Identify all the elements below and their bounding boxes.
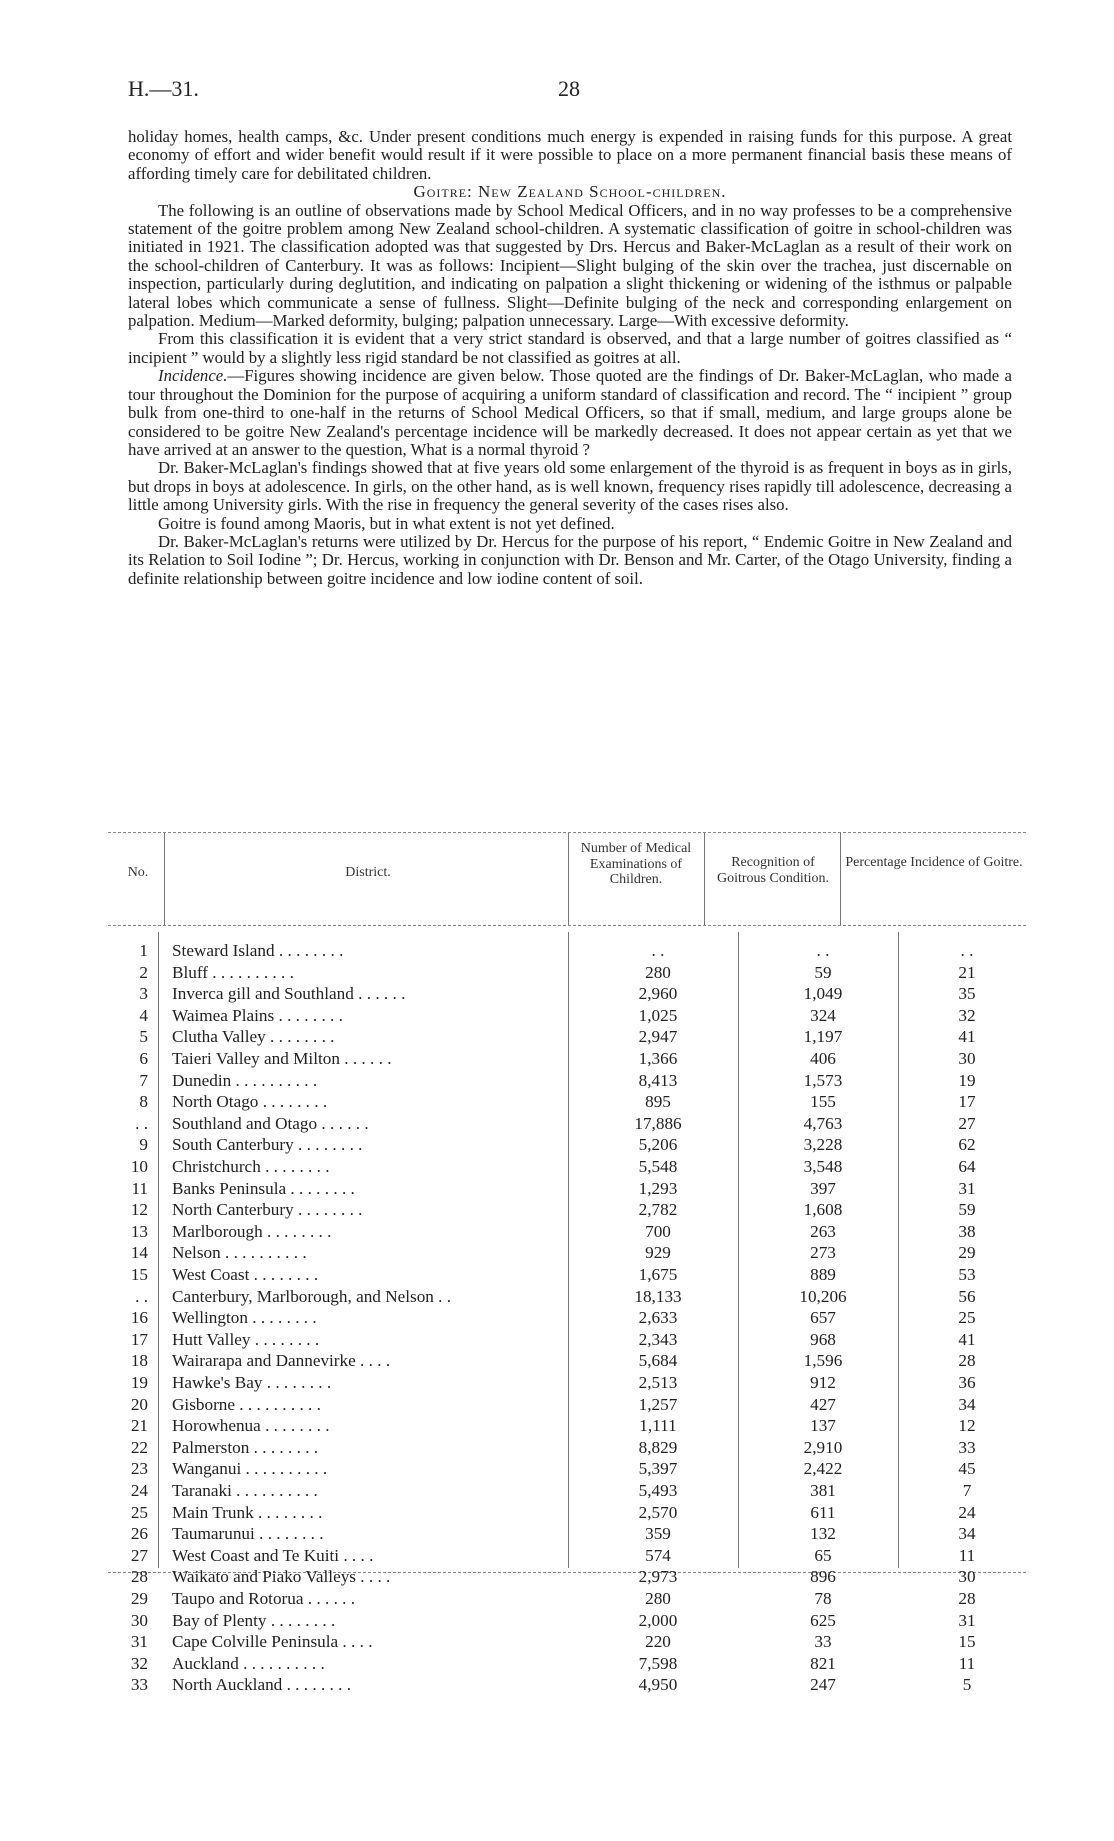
exams-cell: 1,257 [638,1394,678,1414]
percentage-cell: 36 [958,1373,976,1392]
recognition-cell: 263 [810,1221,836,1241]
percentage-cell: 28 [958,1589,976,1608]
exams-cell: 2,947 [638,1027,678,1047]
district-cell: Taumarunui . . . . . . . . [172,1524,324,1544]
row-number: 16 [130,1308,148,1328]
recognition-cell: 59 [814,962,832,982]
exams-cell: 2,782 [638,1200,678,1220]
row-number: 28 [130,1567,148,1587]
table-row [108,1156,1026,1177]
district-cell: Christchurch . . . . . . . . [172,1157,330,1176]
row-number: 33 [130,1675,148,1695]
table-row [108,1437,1026,1458]
table-row [108,1653,1026,1674]
district-cell: Waikato and Piako Valleys . . . . [172,1567,391,1587]
row-number: 9 [139,1135,148,1155]
row-number: 25 [130,1502,148,1522]
district-cell: Palmerston . . . . . . . . [172,1437,319,1457]
row-number: 30 [130,1610,148,1630]
table-row [108,1545,1026,1566]
exams-cell: 1,025 [638,1005,678,1025]
row-number: 15 [130,1265,148,1284]
exams-cell: 2,570 [638,1502,678,1522]
table-row [108,1566,1026,1587]
percentage-cell: 38 [958,1221,976,1241]
district-cell: Canterbury, Marlborough, and Nelson . . [172,1286,452,1306]
paragraph-findings: Dr. Baker-McLaglan's findings showed that at five years old some enlargement of the thyroid is as frequent in boys as in girls, but drops in boys at adolescence. In girls, on the other hand, as is well known, frequency rises rapidly till adolescence, decreasing a little among University girls. With the rise in frequency the general severity of the cases rises also. [128,458,1012,515]
recognition-cell: 1,049 [803,984,843,1004]
table-row [108,1480,1026,1501]
percentage-cell: 34 [958,1394,976,1414]
percentage-cell: 7 [962,1481,972,1500]
row-number: 31 [130,1632,148,1652]
row-number: 27 [130,1545,148,1565]
district-cell: Steward Island . . . . . . . . [172,941,344,960]
percentage-cell: 25 [958,1308,976,1328]
exams-cell: 280 [645,962,671,982]
percentage-cell: 27 [958,1113,976,1133]
table-row [108,1264,1026,1285]
percentage-cell: . . [960,941,974,960]
row-number: 1 [139,941,148,960]
recognition-cell: 397 [810,1178,836,1198]
recognition-cell: 2,422 [803,1459,843,1479]
table-row [108,1199,1026,1220]
recognition-cell: 1,608 [803,1200,843,1220]
percentage-cell: 11 [958,1653,976,1673]
percentage-cell: 56 [958,1286,976,1306]
table-row [108,940,1026,961]
paragraph-standard: From this classification it is evident that a very strict standard is observed, and that a large number of goitres classified as “ incipient ” would by a slightly less rigid standard be not classified as goitres at all. [128,329,1012,367]
district-cell: Hutt Valley . . . . . . . . [172,1329,320,1349]
recognition-cell: 33 [814,1632,832,1652]
percentage-cell: 41 [958,1329,976,1349]
table-row [108,1329,1026,1350]
exams-cell: 8,413 [638,1070,678,1090]
table-row [108,1610,1026,1631]
exams-cell: 2,000 [638,1610,678,1630]
district-cell: Southland and Otago . . . . . . [172,1113,369,1133]
table-row [108,1048,1026,1069]
district-cell: Main Trunk . . . . . . . . [172,1502,323,1522]
recognition-cell: 821 [810,1653,836,1673]
recognition-cell: 4,763 [803,1113,843,1133]
percentage-cell: 31 [958,1178,976,1198]
row-number: 11 [131,1178,148,1198]
percentage-cell: 59 [958,1200,976,1220]
table-body [108,932,1026,1695]
header-exams: Number of Medical Examinations of Children. [580,841,692,887]
percentage-cell: 53 [958,1265,976,1284]
col-divider [164,833,165,925]
row-number: 18 [130,1351,148,1371]
exams-cell: 574 [645,1545,671,1565]
district-cell: Nelson . . . . . . . . . . [172,1243,307,1263]
recognition-cell: 247 [810,1675,836,1695]
recognition-cell: 155 [810,1092,836,1112]
percentage-cell: 35 [958,984,976,1004]
percentage-cell: 24 [958,1502,976,1522]
recognition-cell: 3,548 [803,1157,843,1176]
recognition-cell: 132 [810,1524,836,1544]
exams-cell: 2,343 [638,1329,678,1349]
header-percentage: Percentage Incidence of Goitre. [845,855,1023,870]
percentage-cell: 21 [958,962,976,982]
row-number: . . [135,1286,148,1306]
row-number: 19 [130,1373,148,1392]
row-number: 22 [130,1437,148,1457]
row-number: 5 [139,1027,148,1047]
row-number: 32 [130,1653,148,1673]
row-number: 24 [130,1481,148,1500]
recognition-cell: 1,596 [803,1351,843,1371]
percentage-cell: 64 [958,1157,976,1176]
recognition-cell: 1,197 [803,1027,843,1047]
incidence-text: —Figures showing incidence are given below. Those quoted are the findings of Dr. Baker-McLaglan, who made a tour throughout the Dominion for the purpose of acquiring a uniform standard of classification and record. The “ incipient ” group bulk from one-third to one-half in the returns of School Medical Officers, so that if small, medium, and large groups alone be considered to be goitre New Zealand's percentage incidence will be markedly decreased. It does not appear certain as yet that we have arrived at an answer to the question, What is a normal thyroid ? [128,366,1012,459]
row-number: 29 [130,1589,148,1608]
recognition-cell: 65 [814,1545,832,1565]
district-cell: Marlborough . . . . . . . . [172,1221,332,1241]
table-row [108,1523,1026,1544]
exams-cell: 5,684 [638,1351,678,1371]
percentage-cell: 33 [958,1437,976,1457]
percentage-cell: 62 [958,1135,976,1155]
exams-cell: 700 [645,1221,671,1241]
district-cell: South Canterbury . . . . . . . . [172,1135,363,1155]
paragraph-maoris: Goitre is found among Maoris, but in what extent is not yet defined. [158,513,615,533]
district-cell: Wellington . . . . . . . . [172,1308,317,1328]
page-number: 28 [558,76,580,101]
row-number: 3 [139,984,148,1004]
percentage-cell: 28 [958,1351,976,1371]
district-cell: Auckland . . . . . . . . . . [172,1653,325,1673]
body-text [128,128,1012,588]
district-cell: Inverca gill and Southland . . . . . . [172,984,406,1004]
header-recognition: Recognition of Goitrous Condition. [716,855,829,886]
row-number: 8 [139,1092,148,1112]
recognition-cell: 1,573 [803,1070,843,1090]
percentage-cell: 17 [958,1092,976,1112]
recognition-cell: 896 [810,1567,836,1587]
row-number: . . [135,1113,148,1133]
district-cell: Bay of Plenty . . . . . . . . [172,1610,336,1630]
row-number: 10 [130,1157,148,1176]
table-row [108,1242,1026,1263]
table-row [108,1091,1026,1112]
district-cell: Waimea Plains . . . . . . . . [172,1005,343,1025]
district-cell: Clutha Valley . . . . . . . . [172,1027,335,1047]
table-row [108,962,1026,983]
row-number: 2 [139,962,148,982]
exams-cell: 2,960 [638,984,678,1004]
recognition-cell: 427 [810,1394,836,1414]
paragraph-intro: holiday homes, health camps, &c. Under present conditions much energy is expended in raising funds for this purpose. A great economy of effort and wider benefit would result if it were possible to place on a more permanent financial basis these means of affording timely care for debilitated children. [128,127,1012,183]
table-row [108,983,1026,1004]
recognition-cell: 912 [810,1373,836,1392]
row-number: 4 [139,1005,148,1025]
table-row [108,1221,1026,1242]
district-cell: Gisborne . . . . . . . . . . [172,1394,321,1414]
district-cell: Wanganui . . . . . . . . . . [172,1459,328,1479]
district-cell: Banks Peninsula . . . . . . . . [172,1178,355,1198]
exams-cell: 1,366 [638,1049,678,1068]
recognition-cell: 273 [810,1243,836,1263]
paragraph-incidence [128,367,1012,459]
exams-cell: 5,397 [638,1459,678,1479]
percentage-cell: 29 [958,1243,976,1263]
recognition-cell: 78 [814,1589,832,1608]
exams-cell: 1,111 [639,1416,677,1436]
percentage-cell: 34 [958,1524,976,1544]
district-cell: North Canterbury . . . . . . . . [172,1200,363,1220]
exams-cell: 8,829 [638,1437,678,1457]
incidence-lead: Incidence. [158,366,228,386]
table-row [108,1350,1026,1371]
recognition-cell: 657 [810,1308,836,1328]
table-row [108,1286,1026,1307]
table-row [108,1588,1026,1609]
exams-cell: 7,598 [638,1653,678,1673]
table-row [108,1307,1026,1328]
recognition-cell: . . [816,941,830,960]
percentage-cell: 32 [958,1005,976,1025]
percentage-cell: 19 [958,1070,976,1090]
district-cell: Hawke's Bay . . . . . . . . [172,1373,332,1392]
percentage-cell: 45 [958,1459,976,1479]
recognition-cell: 324 [810,1005,836,1025]
table-row [108,1502,1026,1523]
exams-cell: 2,973 [638,1567,678,1587]
recognition-cell: 611 [810,1502,836,1522]
header-district: District. [345,865,391,880]
goitre-incidence-table [108,832,1026,1695]
table-row [108,1134,1026,1155]
district-cell: Taranaki . . . . . . . . . . [172,1481,318,1500]
recognition-cell: 889 [810,1265,836,1284]
percentage-cell: 15 [958,1632,976,1652]
header-no: No. [127,865,149,880]
percentage-cell: 31 [958,1610,976,1630]
table-row [108,1458,1026,1479]
paragraph-classification: The following is an outline of observations made by School Medical Officers, and in no way professes to be a comprehensive statement of the goitre problem among New Zealand school-children. A systematic classification of goitre in school-children was initiated in 1921. The classification adopted was that suggested by Drs. Hercus and Baker-McLaglan as a result of their work on the school-children of Canterbury. It was as follows: Incipient—Slight bulging of the skin over the trachea, just discernable on inspection, particularly during deglutition, and indicating on palpation a slight thickening or widening of the isthmus or palpable lateral lobes which communicate a sense of fullness. Slight—Definite bulging of the neck and corresponding enlargement on palpation. Medium—Marked deformity, bulging; palpation unnecessary. Large—With excessive deformity. [128,200,1012,331]
district-cell: Taieri Valley and Milton . . . . . . [172,1049,392,1068]
exams-cell: 280 [645,1589,671,1608]
recognition-cell: 625 [810,1610,836,1630]
paragraph-hercus: Dr. Baker-McLaglan's returns were utilized by Dr. Hercus for the purpose of his report, “ Endemic Goitre in New Zealand and its Relation to Soil Iodine ”; Dr. Hercus, working in conjunction with Dr. Benson and Mr. Carter, of the Otago University, finding a definite relationship between goitre incidence and low iodine content of soil. [128,531,1012,588]
exams-cell: . . [651,941,665,960]
col-divider [704,833,705,925]
percentage-cell: 30 [958,1049,976,1068]
district-cell: West Coast and Te Kuiti . . . . [172,1545,374,1565]
exams-cell: 17,886 [634,1113,682,1133]
district-cell: West Coast . . . . . . . . [172,1265,319,1284]
district-cell: Dunedin . . . . . . . . . . [172,1070,318,1090]
exams-cell: 895 [645,1092,671,1112]
recognition-cell: 406 [810,1049,836,1068]
table-row [108,1070,1026,1091]
table-row [108,1178,1026,1199]
percentage-cell: 30 [958,1567,976,1587]
recognition-cell: 10,206 [799,1286,847,1306]
district-cell: Bluff . . . . . . . . . . [172,962,294,982]
exams-cell: 5,548 [638,1157,678,1176]
table-row [108,1631,1026,1652]
exams-cell: 1,675 [638,1265,678,1284]
exams-cell: 5,206 [638,1135,678,1155]
table-row [108,1113,1026,1134]
exams-cell: 929 [645,1243,671,1263]
district-cell: Cape Colville Peninsula . . . . [172,1632,373,1652]
row-number: 13 [130,1221,148,1241]
row-number: 26 [130,1524,148,1544]
exams-cell: 220 [645,1632,671,1652]
district-cell: Wairarapa and Dannevirke . . . . [172,1351,391,1371]
district-cell: North Otago . . . . . . . . [172,1092,328,1112]
table-row [108,1372,1026,1393]
row-number: 14 [130,1243,148,1263]
district-cell: North Auckland . . . . . . . . [172,1675,352,1695]
exams-cell: 4,950 [638,1675,678,1695]
recognition-cell: 381 [810,1481,836,1500]
district-cell: Taupo and Rotorua . . . . . . [172,1589,356,1608]
recognition-cell: 2,910 [803,1437,843,1457]
row-number: 23 [130,1459,148,1479]
header-bottom-rule [108,925,1026,926]
district-cell: Horowhenua . . . . . . . . [172,1416,330,1436]
col-divider [840,833,841,925]
table-row [108,1005,1026,1026]
table-header [108,833,1026,925]
page-header [128,76,978,106]
row-number: 20 [130,1394,148,1414]
recognition-cell: 3,228 [803,1135,843,1155]
exams-cell: 2,633 [638,1308,678,1328]
exams-cell: 5,493 [638,1481,678,1500]
recognition-cell: 968 [810,1329,836,1349]
percentage-cell: 11 [958,1545,976,1565]
percentage-cell: 41 [958,1027,976,1047]
percentage-cell: 5 [962,1675,972,1695]
percentage-cell: 12 [958,1416,976,1436]
document-reference: H.—31. [128,76,199,101]
exams-cell: 359 [645,1524,671,1544]
table-row [108,1026,1026,1047]
table-row [108,1674,1026,1695]
exams-cell: 1,293 [638,1178,678,1198]
row-number: 12 [130,1200,148,1220]
exams-cell: 18,133 [634,1286,682,1306]
row-number: 17 [130,1329,148,1349]
row-number: 21 [130,1416,148,1436]
table-row [108,1394,1026,1415]
exams-cell: 2,513 [638,1373,678,1392]
table-row [108,1415,1026,1436]
recognition-cell: 137 [810,1416,836,1436]
section-title: Goitre: New Zealand School-children. [413,182,727,202]
row-number: 7 [139,1070,148,1090]
row-number: 6 [139,1049,148,1068]
col-divider [568,833,569,925]
